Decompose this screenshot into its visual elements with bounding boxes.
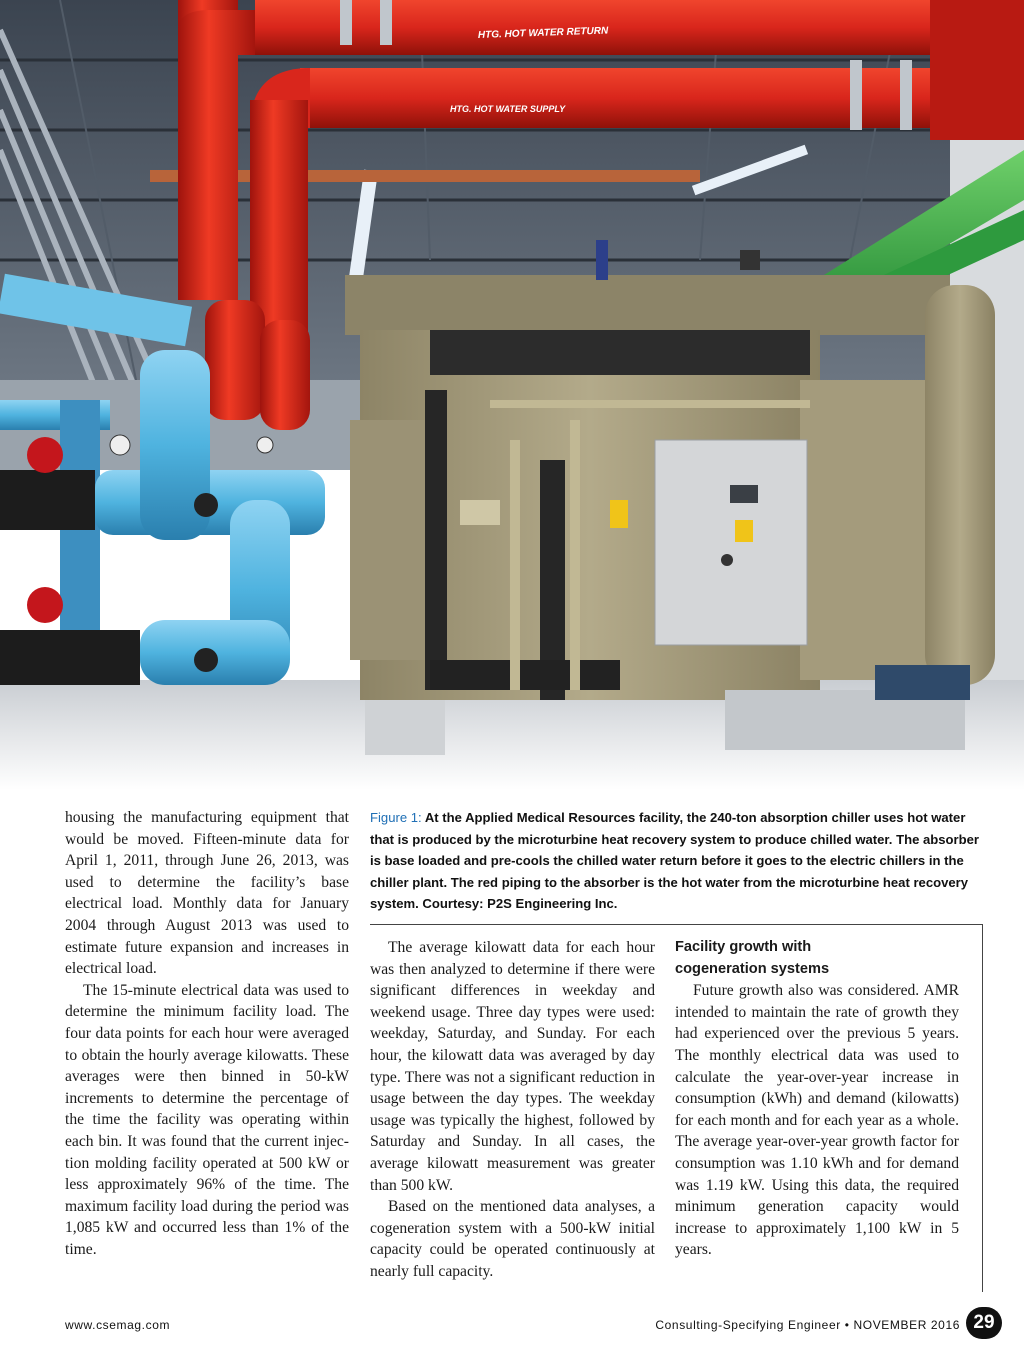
supply-pipe-label: HTG. HOT WATER SUPPLY [450, 104, 566, 114]
section-heading-line-2: cogeneration systems [675, 960, 830, 977]
paragraph: The 15-minute electrical data was used to determine the minimum facility load. The four data points for each hour were averaged to obtain the hourly average kilowatts. These averages were then binned in 50-kW increments to determine the percentage of the time the facility was operating within each bin. It was found that the current injection molding facility operated at 500 kW or less approximately 96% of the time. The maximum facility load during the period was 1,085 kW and occurred less than 1% of the time. [65, 981, 349, 1258]
return-pipe-label: HTG. HOT WATER RETURN [477, 25, 609, 41]
footer-website: www.csemag.com [65, 1318, 171, 1332]
paragraph: housing the manufacturing equipment that would be moved. Fifteen-minute data for April 1, 2011, through June 26, 2013, was used to determine the facility’s base electrical load. Monthly data for January 2004 through August 2013 was used to estimate future expansion and increases in electrical load. [65, 809, 349, 978]
figure-label: Figure 1: [370, 810, 422, 825]
page-number-badge: 29 [966, 1307, 1002, 1339]
body-column-3 [675, 937, 959, 1261]
paragraph: The average kilowatt data for each hour was then analyzed to determine if there were significant differences in weekday and weekend usage. Three day types were used: weekday, Saturday, and Sunday. For each hour, the kilowatt data was averaged by day type. There was not a significant reduction in usage between the day types. The weekday usage was typically the highest, followed by Saturday and Sunday. In all cases, the average kilowatt measurement was greater than 500 kW. [370, 939, 655, 1194]
paragraph: Based on the mentioned data analyses, a cogeneration system with a 500-kW initial capacity could be operated continuously at nearly full capacity. [370, 1198, 655, 1280]
figure-caption [370, 807, 980, 915]
body-column-1 [65, 807, 349, 1260]
section-heading [675, 937, 959, 980]
paragraph: Future growth also was considered. AMR intended to maintain the rate of growth they had experienced over the previous 5 years. The monthly electrical data was used to calculate the year-over-year increase in consumption (kWh) and demand (kilowatts) for each month and for each year as a whole. The average year-over-year growth factor for consumption was 1.10 kWh and for demand was 1.19 kW. Using this data, the required minimum generation capacity would increase to approximately 1,100 kW in 5 years. [675, 982, 959, 1259]
body-column-2 [370, 937, 655, 1283]
section-heading-line-1: Facility growth with [675, 939, 812, 955]
caption-divider [370, 924, 983, 925]
column-divider [982, 924, 983, 1292]
caption-text: At the Applied Medical Resources facility, the 240-ton absorption chiller uses hot water that is produced by the microturbine heat recovery system to produce chilled water. The absorber is base loaded and pre-cools the chilled water return before it goes to the electric chillers in the chiller plant. The red piping to the absorber is the hot water from the microturbine heat recovery system. Courtesy: P2S Engineering Inc. [370, 810, 980, 912]
footer-publication: Consulting-Specifying Engineer • NOVEMBER 2016 [655, 1318, 960, 1332]
